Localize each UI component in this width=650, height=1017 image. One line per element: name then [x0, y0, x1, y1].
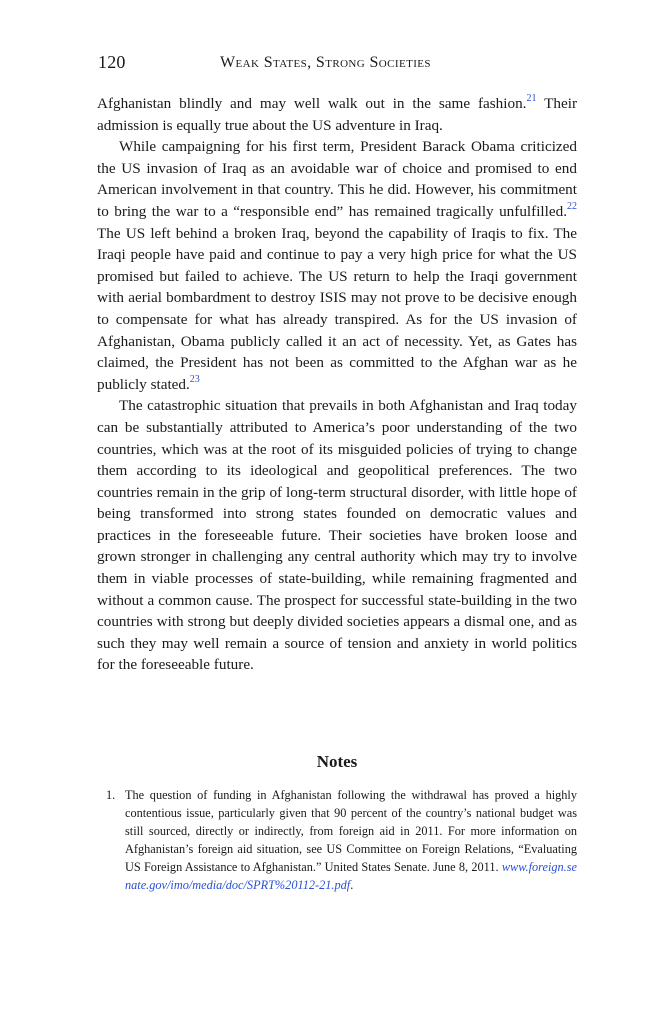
paragraph-2-text-b: The US left behind a broken Iraq, beyond the capability of Iraqis to fix. The Iraqi people have paid and continue to pay a very high price for what the US promised but failed to achieve. The US return to help the Iraqi government with aerial bombardment to destroy ISIS may not prove to be decisive enough to compensate for what has already transpired. As for the US invasion of Afghanistan, Obama publicly called it an act of necessity. Yet, as Gates has claimed, the President has not been as committed to the Afghan war as he publicly stated.: [97, 224, 577, 393]
paragraph-2: [97, 136, 577, 395]
note-reference-21[interactable]: 21: [526, 92, 537, 104]
body-text: [97, 93, 577, 676]
paragraph-1: [97, 93, 577, 136]
page-number: 120: [98, 52, 126, 72]
paragraph-1-text-b: Their admission is equally true about the US adventure in Iraq.: [97, 95, 577, 134]
paragraph-1-text-a: Afghanistan blindly and may well walk out in the same fashion.: [97, 95, 527, 112]
running-head: [98, 52, 578, 80]
note-number: 1.: [106, 788, 116, 802]
running-title: Weak States, Strong Societies: [220, 54, 431, 71]
note-reference-23[interactable]: 23: [189, 373, 200, 385]
paragraph-3-text: The catastrophic situation that prevails in both Afghanistan and Iraq today can be substantially attributed to America’s poor understanding of the two countries, which was at the root of its misguided policies of trying to change them according to its ideological and geopolitical preferences. The two countries remain in the grip of long-term structural disorder, with little hope of being transformed into strong states founded on democratic values and practices in the foreseeable future. Their societies have broken loose and grown stronger in challenging any central authority which may try to involve them in viable processes of state-building, while remaining fragmented and without a common cause. The prospect for successful state-building in the two countries with strong but deeply divided societies appears a dismal one, and as such they may well remain a source of tension and anxiety in world politics for the foreseeable future.: [97, 397, 577, 674]
note-link-period: .: [350, 878, 354, 892]
note-item: [97, 786, 577, 894]
note-text: The question of funding in Afghanistan following the withdrawal has proved a highly contentious issue, particularly given that 90 percent of the country’s national budget was still sourced, directly or indirectly, from foreign aid in 2011. For more information on Afghanistan’s foreign aid situation, see US Committee on Foreign Relations, “Evaluating US Foreign Assistance to Afghanistan.” United States Senate. June 8, 2011.: [125, 788, 577, 874]
paragraph-3: [97, 395, 577, 676]
paragraph-2-text-a: While campaigning for his first term, President Barack Obama criticized the US invasion of Iraq as an avoidable war of choice and promised to end American involvement in that country. This he did. However, his commitment to bring the war to a “responsible end” has remained tragically unfulfilled.: [97, 138, 577, 220]
note-reference-22[interactable]: 22: [567, 200, 577, 212]
note-link[interactable]: www.foreign.senate.gov/imo/media/doc/SPRT%20112-21.pdf: [125, 860, 577, 892]
notes-heading: Notes: [316, 752, 358, 771]
notes-list: [97, 786, 577, 894]
